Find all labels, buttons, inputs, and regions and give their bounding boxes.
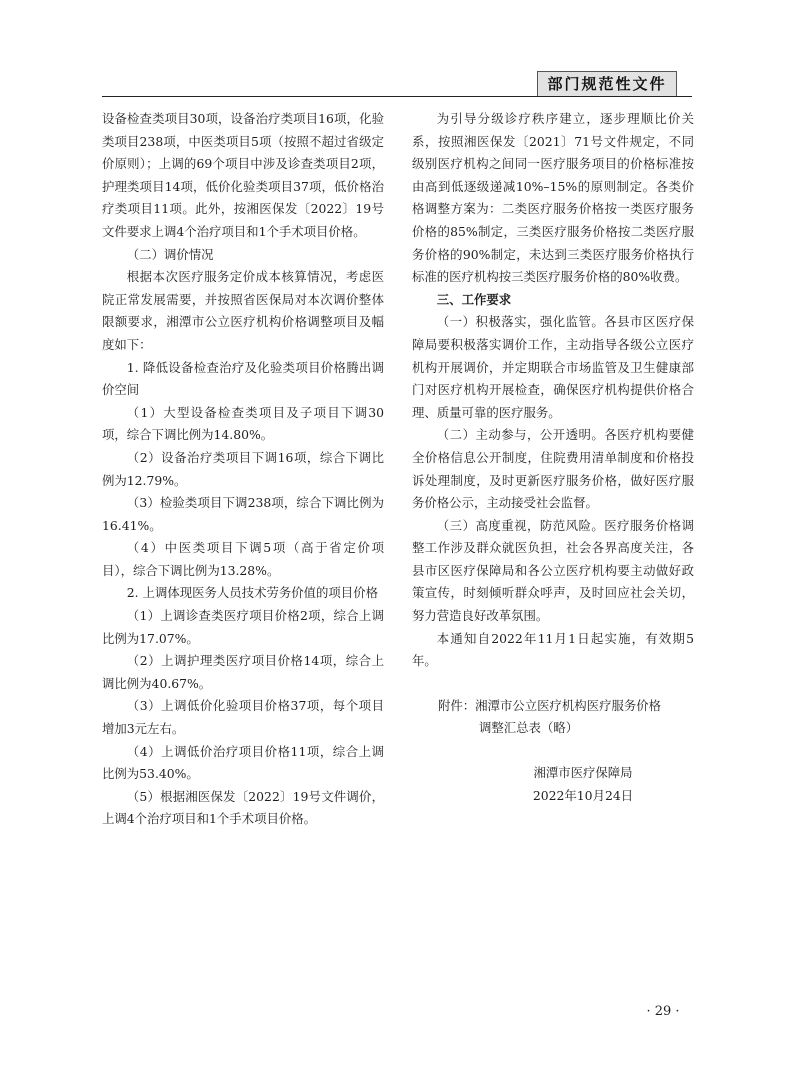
paragraph: （1）大型设备检查类项目及子项目下调30项，综合下调比例为14.80%。 bbox=[102, 404, 384, 443]
header-divider bbox=[102, 96, 692, 97]
section-heading: 三、工作要求 bbox=[436, 291, 512, 307]
paragraph: 为引导分级诊疗秩序建立，逐步理顺比价关系，按照湘医保发〔2021〕71号文件规定，不同级别医疗机构之间同一医疗服务项目的价格标准按由高到低逐级递减10%–15%的原则制定。各类价格调整方案为：二类医疗服务价格按一类医疗服务价格的85%制定，三类医疗服务价格按二类医疗服务价格的90%制定，未达到三类医疗服务价格执行标准的医疗机构按三类医疗服务价格的80%收费。 bbox=[412, 111, 694, 285]
paragraph: （3）检验类项目下调238项，综合下调比例为16.41%。 bbox=[102, 495, 384, 533]
paragraph: 1. 降低设备检查治疗及化验类项目价格腾出调价空间 bbox=[102, 359, 384, 398]
paragraph: （4）中医类项目下调5项（高于省定价项目），综合下调比例为13.28%。 bbox=[102, 540, 384, 578]
section-label: 部门规范性文件 bbox=[537, 71, 677, 97]
attachment-note: 附件：湘潭市公立医疗机构医疗服务价格 bbox=[438, 697, 662, 713]
signature-org: 湘潭市医疗保障局 bbox=[533, 765, 633, 781]
paragraph: （4）上调低价治疗项目价格11项，综合上调比例为53.40%。 bbox=[102, 743, 384, 782]
paragraph: 根据本次医疗服务定价成本核算情况，考虑医院正常发展需要，并按照省医保局对本次调价整体限额要求，湘潭市公立医疗机构价格调整项目及幅度如下： bbox=[102, 269, 384, 352]
page-number: · 29 · bbox=[646, 1004, 680, 1019]
paragraph: （1）上调诊查类医疗项目价格2项，综合上调比例为17.07%。 bbox=[102, 608, 384, 646]
signature-date: 2022年10月24日 bbox=[532, 787, 634, 803]
paragraph: （二）主动参与，公开透明。各医疗机构要健全价格信息公开制度，住院费用清单制度和价格投诉处理制度，及时更新医疗服务价格，做好医疗服务价格公示，主动接受社会监督。 bbox=[412, 427, 694, 511]
paragraph: 设备检查类项目30项，设备治疗类项目16项，化验类项目238项，中医类项目5项（按照不超过省级定价原则）；上调的69个项目中涉及诊查类项目2项，护理类项目14项，低价化验类项目37项，低价格治疗类项目11项。此外，按湘医保发〔2022〕19号文件要求上调4个治疗项目和1个手术项目价格。 bbox=[102, 111, 384, 239]
subheading: （二）调价情况 bbox=[126, 246, 214, 262]
paragraph: （三）高度重视，防范风险。医疗服务价格调整工作涉及群众就医负担，社会各界高度关注，各县市区医疗保障局和各公立医疗机构要主动做好政策宣传，时刻倾听群众呼声，及时回应社会关切，努力营造良好改革氛围。 bbox=[412, 517, 694, 624]
right-column bbox=[412, 108, 694, 807]
paragraph: （2）上调护理类医疗项目价格14项，综合上调比例为40.67%。 bbox=[102, 653, 384, 691]
paragraph: 本通知自2022年11月1日起实施，有效期5年。 bbox=[412, 630, 694, 669]
left-column bbox=[102, 108, 384, 831]
paragraph: 2. 上调体现医务人员技术劳务价值的项目价格 bbox=[126, 585, 378, 601]
paragraph: （2）设备治疗类项目下调16项，综合下调比例为12.79%。 bbox=[102, 449, 384, 488]
paragraph: （一）积极落实，强化监管。各县市区医疗保障局要积极落实调价工作，主动指导各级公立医疗机构开展调价，并定期联合市场监管及卫生健康部门对医疗机构开展检查，确保医疗机构提供价格合理、质量可靠的医疗服务。 bbox=[412, 314, 694, 420]
attachment-note-continued: 调整汇总表（略） bbox=[479, 720, 579, 736]
paragraph: （5）根据湘医保发〔2022〕19号文件调价，上调4个治疗项目和1个手术项目价格。 bbox=[102, 788, 384, 827]
paragraph: （3）上调低价化验项目价格37项，每个项目增加3元左右。 bbox=[102, 698, 384, 737]
